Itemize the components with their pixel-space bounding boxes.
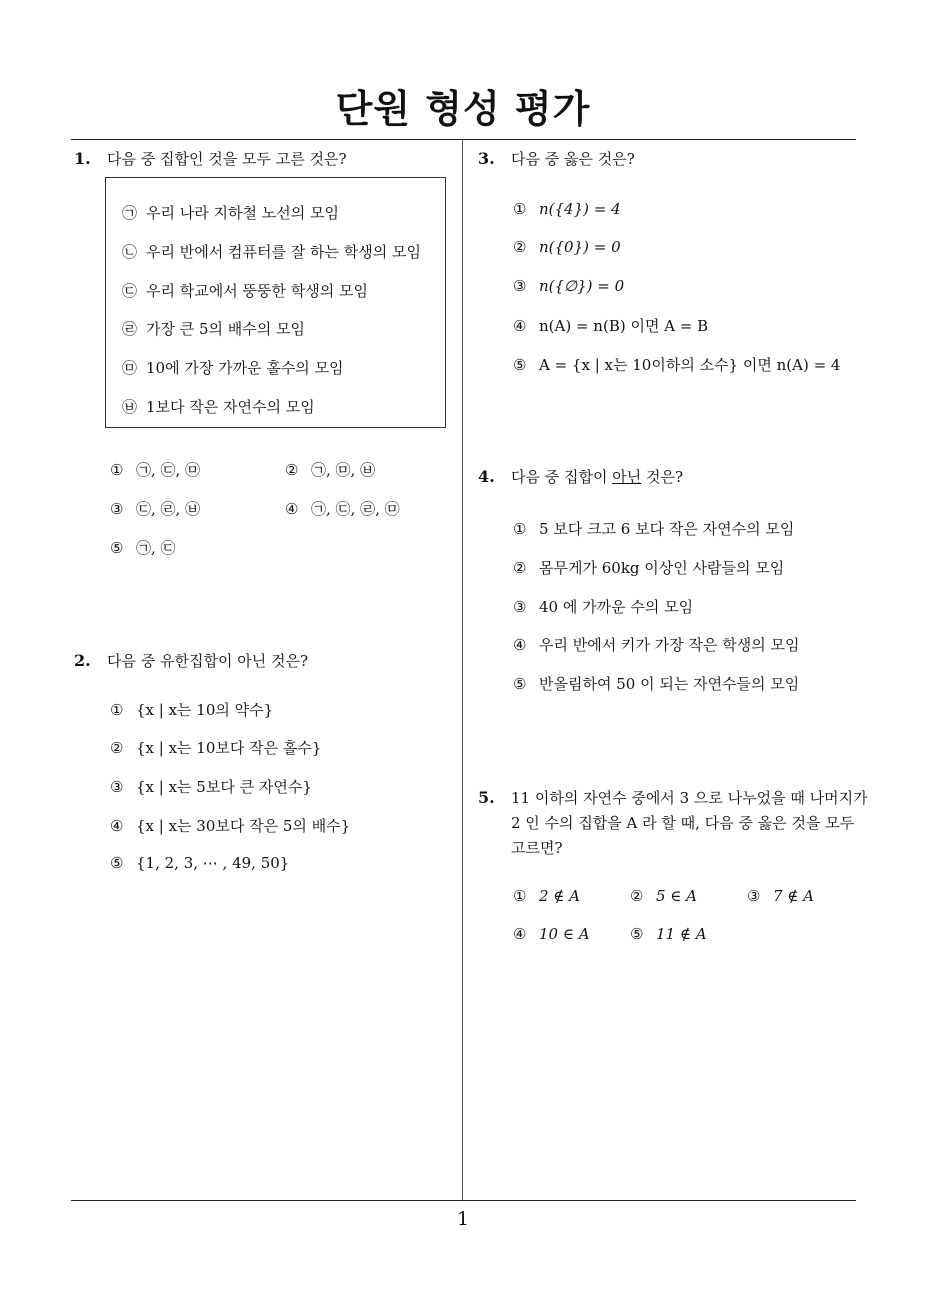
q2-option-4[interactable]: ④ {x | x는 30보다 작은 5의 배수} [110, 817, 351, 835]
question-4 [478, 465, 858, 495]
question-3-number: 3. [478, 149, 495, 168]
question-3-stem: 다음 중 옳은 것은? [511, 150, 635, 168]
page-number: 1 [456, 1208, 470, 1230]
question-1-condition-box [105, 177, 446, 428]
q3-option-5[interactable]: ⑤ A = {x | x는 10이하의 소수} 이면 n(A) = 4 [513, 356, 841, 374]
page-title: 단원 형성 평가 [335, 87, 591, 131]
q2-option-3[interactable]: ③ {x | x는 5보다 큰 자연수} [110, 778, 312, 796]
q2-option-2[interactable]: ② {x | x는 10보다 작은 홀수} [110, 739, 322, 757]
question-5-stem-line: 고르면? [511, 839, 563, 857]
box-item: ㉠ 우리 나라 지하철 노선의 모임 [122, 204, 339, 222]
question-4-number: 4. [478, 467, 495, 486]
q5-option-4[interactable]: ④ 10 ∈ A [513, 925, 590, 943]
box-item: ㉥ 1보다 작은 자연수의 모임 [122, 398, 315, 416]
box-item: ㉣ 가장 큰 5의 배수의 모임 [122, 320, 306, 338]
underlined-word: 아닌 [612, 468, 642, 486]
question-5-number: 5. [478, 788, 495, 807]
q4-option-2[interactable]: ② 몸무게가 60kg 이상인 사람들의 모임 [513, 559, 785, 577]
box-item: ㉡ 우리 반에서 컴퓨터를 잘 하는 학생의 모임 [122, 243, 421, 261]
question-4-stem: 다음 중 집합이 아닌 것은? [511, 468, 684, 486]
question-5-stem-line: 11 이하의 자연수 중에서 3 으로 나누었을 때 나머지가 [511, 789, 868, 807]
top-rule [71, 139, 856, 140]
q1-option-4[interactable]: ④ ㉠, ㉢, ㉣, ㉤ [285, 500, 400, 518]
q2-option-1[interactable]: ① {x | x는 10의 약수} [110, 701, 274, 719]
box-item: ㉤ 10에 가장 가까운 홀수의 모임 [122, 359, 344, 377]
q4-option-1[interactable]: ① 5 보다 크고 6 보다 작은 자연수의 모임 [513, 520, 795, 538]
q1-option-5[interactable]: ⑤ ㉠, ㉢ [110, 539, 176, 557]
q3-option-2[interactable]: ② n({0}) = 0 [513, 238, 621, 256]
q5-option-2[interactable]: ② 5 ∈ A [630, 887, 698, 905]
q5-option-5[interactable]: ⑤ 11 ∉ A [630, 925, 707, 943]
question-5 [478, 786, 868, 862]
question-2-stem: 다음 중 유한집합이 아닌 것은? [107, 652, 308, 670]
bottom-rule [71, 1200, 856, 1201]
question-1-number: 1. [74, 149, 91, 168]
question-3 [478, 147, 858, 177]
q3-option-3[interactable]: ③ n({∅}) = 0 [513, 277, 625, 295]
question-5-stem-line: 2 인 수의 집합을 A 라 할 때, 다음 중 옳은 것을 모두 [511, 814, 855, 832]
q1-option-1[interactable]: ① ㉠, ㉢, ㉤ [110, 461, 201, 479]
box-item: ㉢ 우리 학교에서 뚱뚱한 학생의 모임 [122, 282, 368, 300]
q4-option-5[interactable]: ⑤ 반올림하여 50 이 되는 자연수들의 모임 [513, 675, 800, 693]
q5-option-3[interactable]: ③ 7 ∉ A [747, 887, 815, 905]
q4-option-4[interactable]: ④ 우리 반에서 키가 가장 작은 학생의 모임 [513, 636, 800, 654]
question-2 [74, 649, 454, 679]
q3-option-1[interactable]: ① n({4}) = 4 [513, 200, 621, 218]
q1-option-2[interactable]: ② ㉠, ㉤, ㉥ [285, 461, 376, 479]
question-2-number: 2. [74, 651, 91, 670]
q4-option-3[interactable]: ③ 40 에 가까운 수의 모임 [513, 598, 694, 616]
question-1-stem: 다음 중 집합인 것을 모두 고른 것은? [107, 150, 347, 168]
q5-option-1[interactable]: ① 2 ∉ A [513, 887, 581, 905]
column-divider [462, 140, 463, 1200]
q1-option-3[interactable]: ③ ㉢, ㉣, ㉥ [110, 500, 201, 518]
q2-option-5[interactable]: ⑤ {1, 2, 3, ⋯ , 49, 50} [110, 854, 290, 872]
q3-option-4[interactable]: ④ n(A) = n(B) 이면 A = B [513, 317, 709, 335]
